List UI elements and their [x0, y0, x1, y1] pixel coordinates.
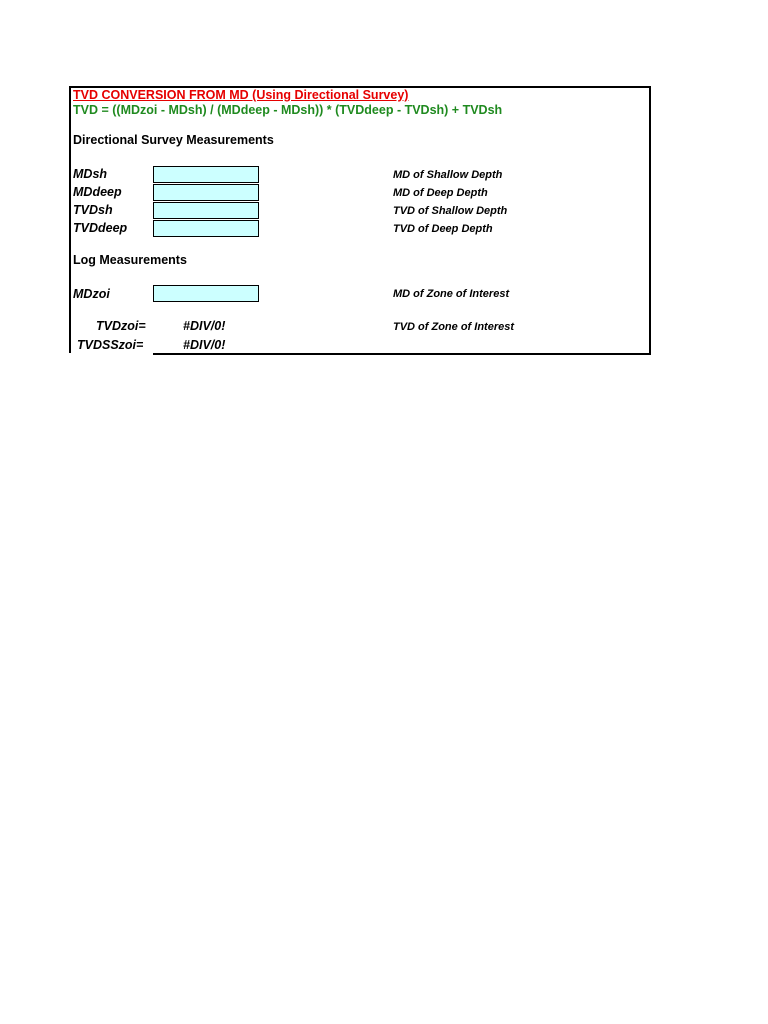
tvdsh-description: TVD of Shallow Depth: [393, 205, 508, 217]
tvdsh-input[interactable]: [153, 202, 259, 219]
mddeep-label: MDdeep: [73, 185, 122, 199]
tvdsszoi-label: TVDSSzoi=: [77, 338, 144, 352]
mdsh-description: MD of Shallow Depth: [393, 169, 503, 181]
mddeep-description: MD of Deep Depth: [393, 187, 488, 199]
tvdsh-label: TVDsh: [73, 203, 113, 217]
tvdsszoi-value: #DIV/0!: [183, 338, 226, 352]
border-gap: [69, 353, 153, 355]
log-section-heading: Log Measurements: [73, 253, 187, 267]
tvddeep-input[interactable]: [153, 220, 259, 237]
mdsh-label: MDsh: [73, 167, 108, 181]
formula-text: TVD = ((MDzoi - MDsh) / (MDdeep - MDsh)) * (TVDdeep - TVDsh) + TVDsh: [73, 103, 503, 117]
mdzoi-label: MDzoi: [73, 287, 110, 301]
tvddeep-description: TVD of Deep Depth: [393, 223, 493, 235]
survey-section-heading: Directional Survey Measurements: [73, 133, 274, 147]
tvdzoi-label: TVDzoi=: [96, 319, 146, 333]
mddeep-input[interactable]: [153, 184, 259, 201]
tvddeep-label: TVDdeep: [73, 221, 128, 235]
mdsh-input[interactable]: [153, 166, 259, 183]
mdzoi-input[interactable]: [153, 285, 259, 302]
sheet-title: TVD CONVERSION FROM MD (Using Directional Survey): [73, 88, 409, 102]
mdzoi-description: MD of Zone of Interest: [393, 288, 510, 300]
tvd-conversion-sheet: [69, 86, 651, 355]
tvdzoi-description: TVD of Zone of Interest: [393, 321, 514, 333]
tvdzoi-value: #DIV/0!: [183, 319, 226, 333]
